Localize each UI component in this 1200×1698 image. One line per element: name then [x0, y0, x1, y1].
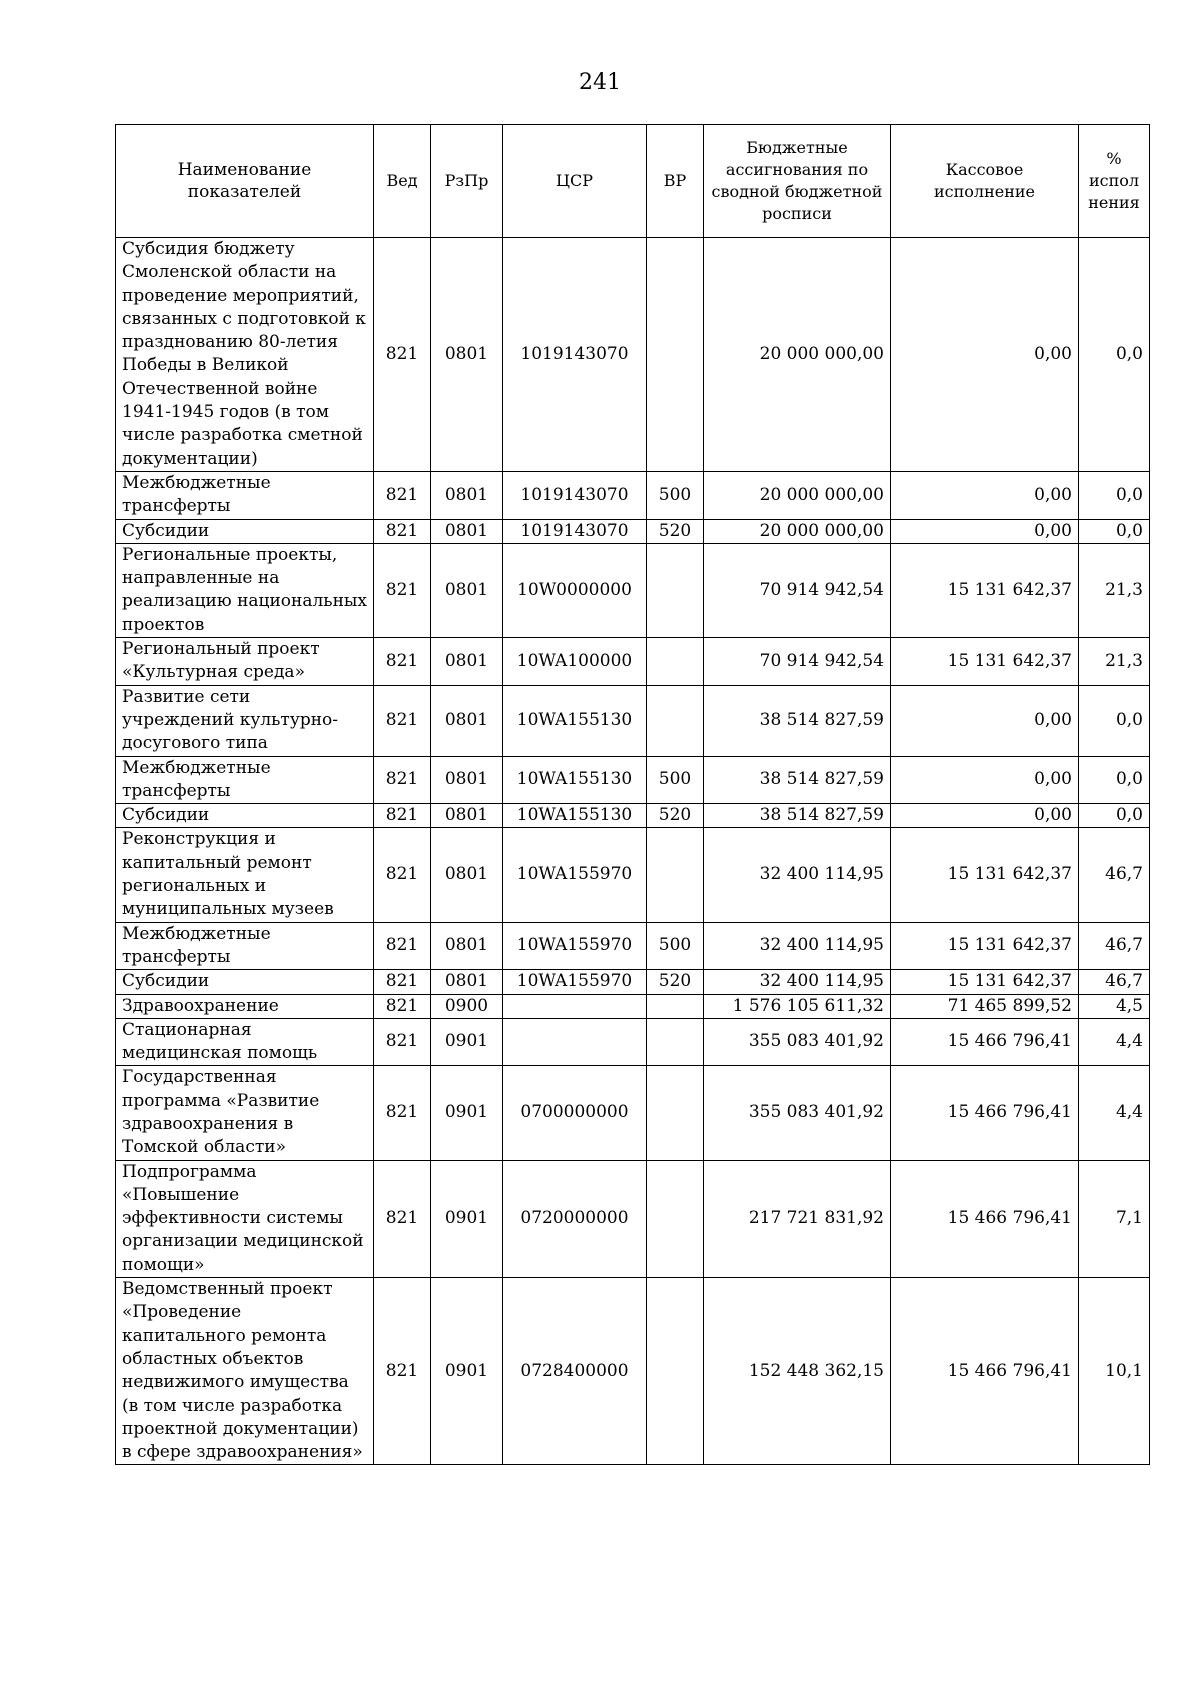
cell-ved: 821	[374, 756, 431, 804]
cell-pct: 4,5	[1079, 994, 1150, 1018]
cell-vr: 500	[647, 756, 704, 804]
header-ved: Вед	[374, 125, 431, 238]
table-row	[116, 519, 1150, 543]
table-row	[116, 1018, 1150, 1066]
cell-ved: 821	[374, 804, 431, 828]
cell-rzpr: 0801	[431, 638, 503, 686]
cell-pct: 46,7	[1079, 970, 1150, 994]
cell-cash: 0,00	[891, 804, 1079, 828]
cell-name: Реконструкция и капитальный ремонт региональных и муниципальных музеев	[116, 828, 374, 922]
cell-name: Субсидии	[116, 519, 374, 543]
cell-cash: 71 465 899,52	[891, 994, 1079, 1018]
table-row	[116, 756, 1150, 804]
cell-name: Здравоохранение	[116, 994, 374, 1018]
cell-cash: 15 131 642,37	[891, 970, 1079, 994]
table-row	[116, 543, 1150, 637]
cell-cash: 0,00	[891, 519, 1079, 543]
cell-csr: 10WA155130	[503, 804, 647, 828]
cell-vr	[647, 828, 704, 922]
cell-budget: 355 083 401,92	[704, 1066, 891, 1160]
cell-vr: 520	[647, 519, 704, 543]
cell-vr: 500	[647, 922, 704, 970]
cell-budget: 20 000 000,00	[704, 519, 891, 543]
cell-rzpr: 0901	[431, 1160, 503, 1277]
cell-pct: 0,0	[1079, 804, 1150, 828]
cell-rzpr: 0801	[431, 804, 503, 828]
cell-cash: 0,00	[891, 471, 1079, 519]
cell-budget: 217 721 831,92	[704, 1160, 891, 1277]
cell-pct: 21,3	[1079, 638, 1150, 686]
cell-pct: 4,4	[1079, 1018, 1150, 1066]
cell-name: Государственная программа «Развитие здравоохранения в Томской области»	[116, 1066, 374, 1160]
cell-ved: 821	[374, 994, 431, 1018]
cell-budget: 70 914 942,54	[704, 543, 891, 637]
cell-budget: 355 083 401,92	[704, 1018, 891, 1066]
header-row	[116, 125, 1150, 238]
cell-rzpr: 0801	[431, 519, 503, 543]
cell-cash: 15 131 642,37	[891, 543, 1079, 637]
table-row	[116, 970, 1150, 994]
cell-csr: 1019143070	[503, 238, 647, 472]
page-number: 241	[579, 70, 621, 95]
header-rzpr: РзПр	[431, 125, 503, 238]
table-row	[116, 471, 1150, 519]
cell-csr: 10W0000000	[503, 543, 647, 637]
table-row	[116, 1160, 1150, 1277]
cell-pct: 0,0	[1079, 519, 1150, 543]
header-vr: ВР	[647, 125, 704, 238]
cell-csr: 1019143070	[503, 519, 647, 543]
cell-vr	[647, 685, 704, 756]
cell-ved: 821	[374, 543, 431, 637]
cell-name: Субсидии	[116, 970, 374, 994]
cell-rzpr: 0801	[431, 685, 503, 756]
cell-vr	[647, 638, 704, 686]
cell-csr: 0728400000	[503, 1278, 647, 1465]
cell-csr: 10WA155130	[503, 685, 647, 756]
cell-budget: 20 000 000,00	[704, 238, 891, 472]
cell-pct: 0,0	[1079, 756, 1150, 804]
cell-pct: 7,1	[1079, 1160, 1150, 1277]
cell-csr: 1019143070	[503, 471, 647, 519]
table-row	[116, 828, 1150, 922]
cell-budget: 1 576 105 611,32	[704, 994, 891, 1018]
cell-ved: 821	[374, 922, 431, 970]
header-pct: % испол нения	[1079, 125, 1150, 238]
cell-pct: 0,0	[1079, 685, 1150, 756]
cell-budget: 32 400 114,95	[704, 970, 891, 994]
cell-pct: 0,0	[1079, 471, 1150, 519]
cell-vr	[647, 1018, 704, 1066]
cell-ved: 821	[374, 970, 431, 994]
cell-csr: 10WA155130	[503, 756, 647, 804]
cell-budget: 38 514 827,59	[704, 804, 891, 828]
cell-pct: 21,3	[1079, 543, 1150, 637]
cell-ved: 821	[374, 828, 431, 922]
cell-budget: 20 000 000,00	[704, 471, 891, 519]
table-row	[116, 685, 1150, 756]
cell-budget: 38 514 827,59	[704, 756, 891, 804]
header-name: Наименование показателей	[116, 125, 374, 238]
cell-ved: 821	[374, 1160, 431, 1277]
cell-cash: 0,00	[891, 685, 1079, 756]
header-csr: ЦСР	[503, 125, 647, 238]
cell-csr: 0720000000	[503, 1160, 647, 1277]
cell-rzpr: 0801	[431, 471, 503, 519]
cell-vr	[647, 543, 704, 637]
cell-budget: 152 448 362,15	[704, 1278, 891, 1465]
cell-vr	[647, 238, 704, 472]
cell-csr	[503, 1018, 647, 1066]
cell-vr	[647, 994, 704, 1018]
cell-cash: 0,00	[891, 756, 1079, 804]
cell-name: Развитие сети учреждений культурно-досугового типа	[116, 685, 374, 756]
cell-vr: 500	[647, 471, 704, 519]
cell-cash: 15 466 796,41	[891, 1278, 1079, 1465]
cell-ved: 821	[374, 1278, 431, 1465]
cell-rzpr: 0801	[431, 756, 503, 804]
cell-name: Региональные проекты, направленные на реализацию национальных проектов	[116, 543, 374, 637]
cell-name: Стационарная медицинская помощь	[116, 1018, 374, 1066]
budget-table	[115, 124, 1150, 1465]
cell-csr: 10WA155970	[503, 828, 647, 922]
cell-ved: 821	[374, 471, 431, 519]
table-row	[116, 922, 1150, 970]
cell-budget: 32 400 114,95	[704, 922, 891, 970]
cell-vr: 520	[647, 970, 704, 994]
cell-cash: 15 131 642,37	[891, 638, 1079, 686]
cell-csr	[503, 994, 647, 1018]
cell-cash: 15 466 796,41	[891, 1018, 1079, 1066]
table-row	[116, 994, 1150, 1018]
cell-rzpr: 0900	[431, 994, 503, 1018]
cell-rzpr: 0901	[431, 1066, 503, 1160]
cell-name: Подпрограмма «Повышение эффективности системы организации медицинской помощи»	[116, 1160, 374, 1277]
cell-csr: 10WA155970	[503, 922, 647, 970]
cell-rzpr: 0801	[431, 238, 503, 472]
cell-pct: 0,0	[1079, 238, 1150, 472]
cell-ved: 821	[374, 238, 431, 472]
table-row	[116, 1066, 1150, 1160]
cell-name: Межбюджетные трансферты	[116, 471, 374, 519]
table-row	[116, 1278, 1150, 1465]
cell-vr	[647, 1160, 704, 1277]
cell-ved: 821	[374, 1018, 431, 1066]
cell-name: Региональный проект «Культурная среда»	[116, 638, 374, 686]
cell-budget: 38 514 827,59	[704, 685, 891, 756]
cell-name: Межбюджетные трансферты	[116, 922, 374, 970]
cell-rzpr: 0801	[431, 828, 503, 922]
header-cash: Кассовое исполнение	[891, 125, 1079, 238]
cell-vr: 520	[647, 804, 704, 828]
cell-name: Субсидия бюджету Смоленской области на проведение мероприятий, связанных с подготовкой к празднованию 80-летия Победы в Великой Отечественной войне 1941-1945 годов (в том числе разработка сметной документации)	[116, 238, 374, 472]
table-row	[116, 238, 1150, 472]
cell-vr	[647, 1066, 704, 1160]
cell-cash: 0,00	[891, 238, 1079, 472]
cell-pct: 46,7	[1079, 828, 1150, 922]
cell-rzpr: 0801	[431, 922, 503, 970]
cell-ved: 821	[374, 638, 431, 686]
table-row	[116, 638, 1150, 686]
cell-csr: 10WA155970	[503, 970, 647, 994]
cell-name: Субсидии	[116, 804, 374, 828]
cell-ved: 821	[374, 519, 431, 543]
cell-cash: 15 131 642,37	[891, 828, 1079, 922]
cell-cash: 15 466 796,41	[891, 1066, 1079, 1160]
cell-rzpr: 0901	[431, 1278, 503, 1465]
cell-budget: 70 914 942,54	[704, 638, 891, 686]
cell-budget: 32 400 114,95	[704, 828, 891, 922]
cell-csr: 0700000000	[503, 1066, 647, 1160]
cell-ved: 821	[374, 685, 431, 756]
cell-csr: 10WA100000	[503, 638, 647, 686]
cell-pct: 4,4	[1079, 1066, 1150, 1160]
cell-cash: 15 131 642,37	[891, 922, 1079, 970]
cell-pct: 10,1	[1079, 1278, 1150, 1465]
cell-name: Межбюджетные трансферты	[116, 756, 374, 804]
cell-vr	[647, 1278, 704, 1465]
cell-rzpr: 0801	[431, 970, 503, 994]
cell-cash: 15 466 796,41	[891, 1160, 1079, 1277]
cell-ved: 821	[374, 1066, 431, 1160]
cell-name: Ведомственный проект «Проведение капитального ремонта областных объектов недвижимого имущества (в том числе разработка проектной документации) в сфере здравоохранения»	[116, 1278, 374, 1465]
table-row	[116, 804, 1150, 828]
cell-rzpr: 0901	[431, 1018, 503, 1066]
header-budget: Бюджетные ассигнования по сводной бюджетной росписи	[704, 125, 891, 238]
cell-pct: 46,7	[1079, 922, 1150, 970]
cell-rzpr: 0801	[431, 543, 503, 637]
